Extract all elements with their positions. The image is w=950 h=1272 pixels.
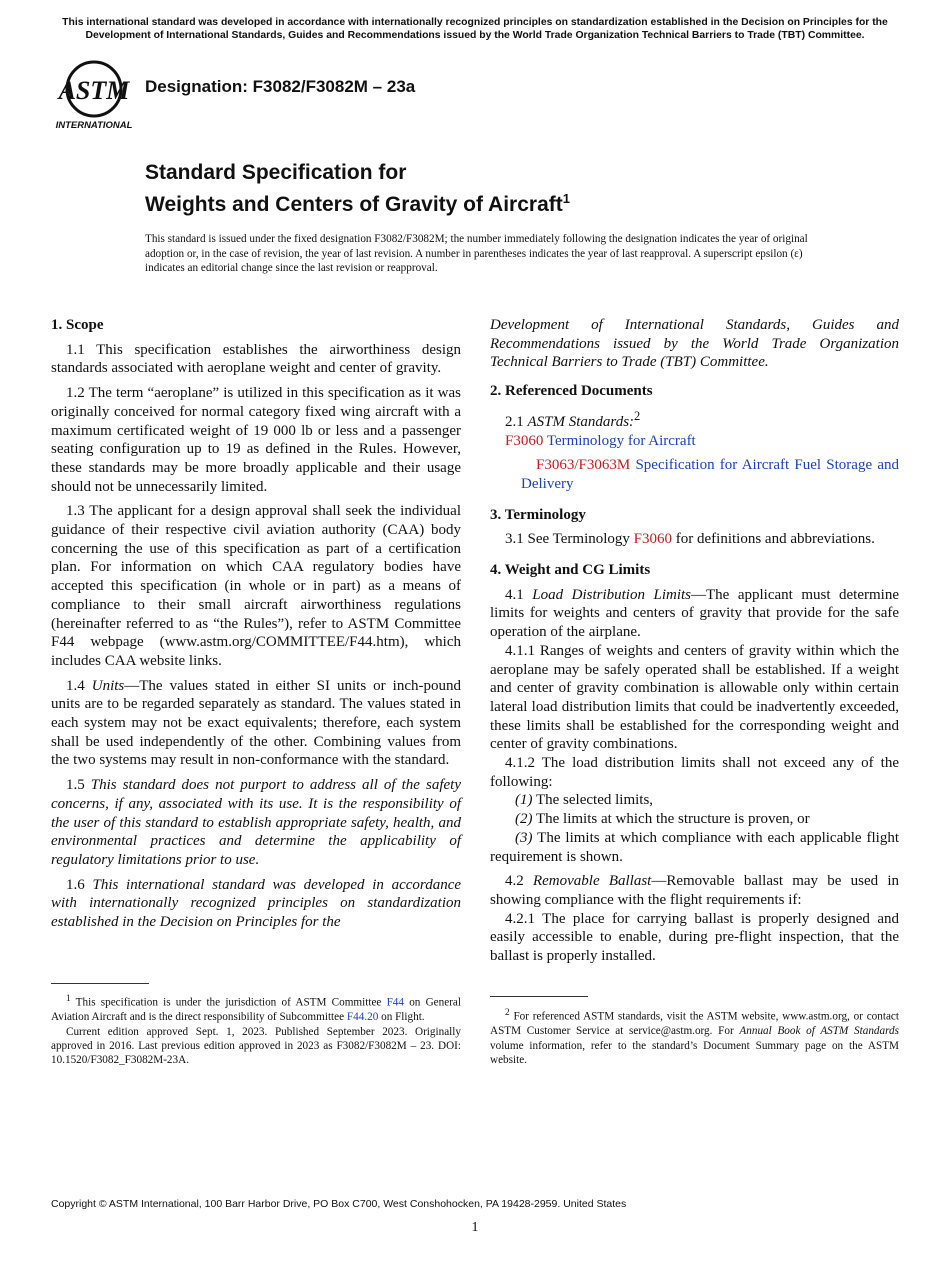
para-1-6: 1.6 This international standard was developed in accordance with internationally recognized principles on standardization established in the Decision on Principles for the [51,876,462,931]
title-line-2: Weights and Centers of Gravity of Aircraft$^1$ [145,191,570,216]
section-1-heading: 1. Scope [51,317,104,333]
para-1-5: 1.5 This standard does not purport to address all of the safety concerns, if any, associated with its use. It is the responsibility of the user of this standard to establish appropriate safety, health, and environmental practices and determine the applicability of regulatory limitations prior to use. [51,777,461,868]
para-4-2: 4.2 Removable Ballast—Removable ballast may be used in showing compliance with the flight requirements if: [490,873,900,908]
para-1-6-continued: Development of International Standards, Guides and Recommendations issued by the World Trade Organization Technical Barriers to Trade (TBT) Committee. [490,317,899,371]
left-column [51,316,461,938]
page-number: 1 [471,1220,479,1235]
footnote-1-para-1: $^1$ This specification is under the jurisdiction of ASTM Committee F44 on General Aviation Aircraft and is the direct responsibility of Subcommittee F44.20 on Flight. [51,994,461,1024]
reference-item[interactable] [490,432,899,451]
title-footnote-mark: 1 [562,191,570,206]
astm-logo-icon [54,56,134,130]
footnote-link-f44[interactable]: F44 [386,996,404,1009]
list-item: (2) The limits at which the structure is proven, or [515,811,810,828]
right-column [490,316,899,972]
reference-title: Terminology for Aircraft [546,432,696,449]
footnote-2 [490,1006,899,1067]
footnote-rule-right [490,996,588,997]
para-4-1-1: 4.1.1 Ranges of weights and centers of gravity within which the aeroplane may be safely operated shall be established. If a weight and center of gravity combination is allowable only within certain lateral load distribution limits that could be inadvertently exceeded, these limits shall be established for the corresponding weight and center of gravity combinations. [490,642,899,753]
reference-title: Specification for Aircraft Fuel Storage and Delivery [521,457,899,492]
section-3-heading: 3. Terminology [490,506,586,523]
title-line-1: Standard Specification for [145,161,407,184]
issued-statement: This standard is issued under the fixed designation F3082/F3082M; the number immediately following the designation indicates the year of original adoption or, in the case of revision, the year of last revision. A number in parentheses indicates the year of last reapproval. A superscript epsilon (ε) indicates an editorial change since the last revision or reapproval. [145,233,808,274]
para-2-1: 2.1 ASTM Standards:$^2$ [505,408,641,430]
section-2-heading: 2. Referenced Documents [490,383,653,400]
list-item: (3) The limits at which compliance with each applicable flight requirement is shown. [490,829,899,865]
designation: Designation: F3082/F3082M – 23a [145,77,416,96]
footnote-link-f44-20[interactable]: F44.20 [346,1011,379,1024]
reference-code: F3063/F3063M [536,457,631,474]
footnote-1-para-2: Current edition approved Sept. 1, 2023. Published September 2023. Originally approved in 2016. Last previous edition approved in 2023 as F3082/F3082M – 23. DOI: 10.1520/F3082_F3082M-23A. [51,1025,461,1067]
header-note: This international standard was developed in accordance with internationally recognized principles on standardization established in the Decision on Principles for the Development of International Standards, Guides and Recommendations issued by the World Trade Organization Technical Barriers to Trade (TBT) Committee. [62,17,888,41]
para-1-4: 1.4 Units—The values stated in either SI units or inch-pound units are to be regarded separately as standard. The values stated in each system may not be exact equivalents; therefore, each system shall be used independently of the other. Combining values from the two systems may result in non-conformance with the standard. [51,677,461,769]
footnote-rule-left [51,983,149,984]
logo-caption: INTERNATIONAL [55,120,133,130]
para-3-1: 3.1 See Terminology F3060 for definitions and abbreviations. [505,531,875,548]
para-1-1: 1.1 This specification establishes the airworthiness design standards associated with aeroplane weight and center of gravity. [51,341,461,377]
astm-logo [54,56,134,130]
para-1-3: 1.3 The applicant for a design approval shall seek the individual guidance of their respective civil aviation authority (CAA) body concerning the use of this specification as part of a certification plan. For information on which CAA regulatory bodies have accepted this specification (in whole or in part) as a means of compliance to their small aircraft airworthiness regulations (hereinafter referred to as “the Rules”), refer to ASTM Committee F44 webpage (www.astm.org/COMMITTEE/F44.htm), which includes CAA website links. [51,503,461,669]
footnote-2-para: $^2$ For referenced ASTM standards, visit the ASTM website, www.astm.org, or contact ASTM Customer Service at service@astm.org. For Annual Book of ASTM Standards volume information, refer to the standard’s Document Summary page on the ASTM website. [490,1008,899,1066]
para-4-1-2: 4.1.2 The load distribution limits shall not exceed any of the following: [490,755,899,790]
terminology-link[interactable]: F3060 [633,531,673,548]
logo-mark: ASTM [58,76,130,105]
copyright-line: Copyright © ASTM International, 100 Barr Harbor Drive, PO Box C700, West Conshohocken, PA 19428-2959. United States [51,1198,627,1210]
reference-list [490,432,899,494]
reference-code: F3060 [505,432,544,449]
section-4-heading: 4. Weight and CG Limits [490,562,651,579]
list-item: (1) The selected limits, [515,792,654,809]
para-1-2: 1.2 The term “aeroplane” is utilized in this specification as it was originally conceived for normal category fixed wing aircraft with a maximum certificated weight of 19 000 lb or less and a passenger seating configuration up to 19 as defined in the Rules. However, these standards may be more broadly applicable and their usage should not be unnecessarily limited. [51,385,461,495]
reference-item[interactable] [490,456,899,493]
footnote-1 [51,992,461,1068]
document-title [145,160,570,218]
para-4-1: 4.1 Load Distribution Limits—The applicant must determine limits for weights and centers of gravity that provide for the safe operation of the airplane. [490,586,899,641]
para-4-2-1: 4.2.1 The place for carrying ballast is properly designed and easily accessible to enable, during pre-flight inspection, that the ballast is properly installed. [490,910,899,965]
